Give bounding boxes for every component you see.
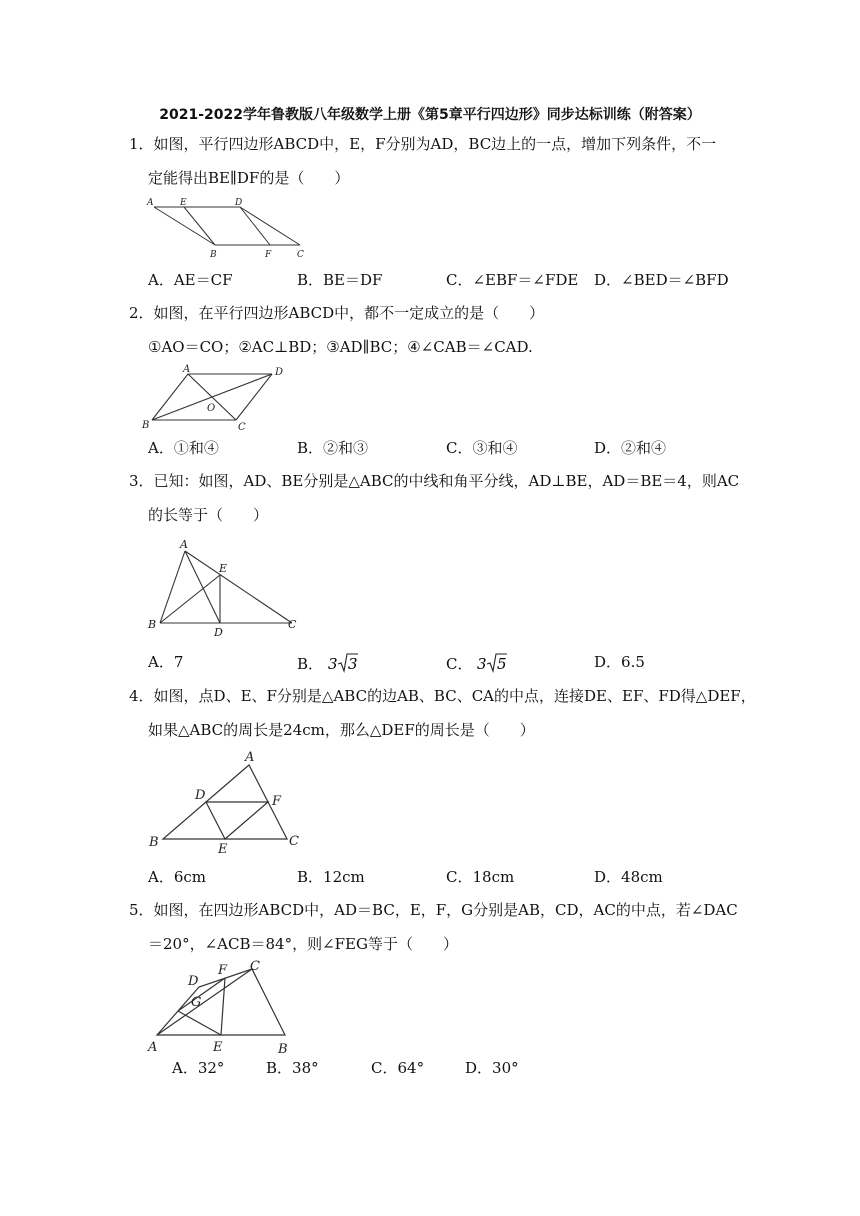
q2-option-c[interactable]: C．③和④ [446, 439, 518, 457]
q3-option-c-label: C． [446, 655, 473, 673]
q1-label-a: A [147, 198, 154, 208]
q5-option-c[interactable]: C．64° [371, 1059, 425, 1077]
q5-label-c: C [250, 959, 260, 974]
q4-option-d[interactable]: D．48cm [594, 868, 663, 886]
q3-option-c-coef: 3 [477, 655, 487, 673]
q2-line-1: 2．如图，在平行四边形ABCD中，都不一定成立的是（ ） [129, 304, 545, 322]
q4-label-c: C [289, 834, 299, 849]
q3-label-d: D [214, 626, 223, 639]
q4-option-b[interactable]: B．12cm [297, 868, 365, 886]
q2-option-b[interactable]: B．②和③ [297, 439, 369, 457]
q4-label-e: E [218, 842, 228, 855]
q5-line-1: 5．如图，在四边形ABCD中，AD＝BC，E，F，G分别是AB，CD，AC的中点，若∠DAC [129, 901, 738, 919]
q2-option-a[interactable]: A．①和④ [148, 439, 219, 457]
q3-label-e: E [219, 562, 228, 575]
q4-figure [145, 745, 310, 855]
q4-line-2: 如果△ABC的周长是24cm，那么△DEF的周长是（ ） [148, 721, 535, 739]
q5-figure [145, 955, 305, 1055]
q1-option-a[interactable]: A．AE＝CF [148, 271, 233, 289]
q4-label-b: B [149, 835, 159, 850]
q2-figure [140, 360, 290, 435]
q5-label-d: D [188, 974, 199, 989]
q4-line-1: 4．如图，点D、E、F分别是△ABC的边AB、BC、CA的中点，连接DE、EF、FD得△DEF， [129, 687, 756, 705]
q2-label-a: A [183, 364, 191, 375]
q5-option-d[interactable]: D．30° [465, 1059, 519, 1077]
q3-option-b-radicand: 3 [347, 655, 358, 673]
q5-line-2: ＝20°，∠ACB＝84°，则∠FEG等于（ ） [148, 935, 458, 953]
q5-label-b: B [278, 1042, 288, 1055]
q3-label-b: B [148, 618, 157, 631]
q4-label-f: F [272, 794, 282, 809]
page-title: 2021-2022学年鲁教版八年级数学上册《第5章平行四边形》同步达标训练（附答案） [159, 107, 701, 123]
q5-option-a[interactable]: A．32° [172, 1059, 225, 1077]
q1-option-b[interactable]: B．BE＝DF [297, 271, 383, 289]
q4-option-a[interactable]: A．6cm [148, 868, 207, 886]
q4-label-d: D [195, 788, 206, 803]
q3-label-c: C [288, 618, 297, 631]
q3-option-d[interactable]: D．6.5 [594, 653, 645, 671]
q3-option-b-coef: 3 [327, 655, 338, 673]
q3-option-c-radical [477, 652, 507, 674]
q5-label-e: E [213, 1040, 223, 1055]
q3-figure [140, 535, 310, 640]
q2-label-d: D [275, 367, 284, 378]
q2-line-2: ①AO＝CO；②AC⊥BD；③AD∥BC；④∠CAB＝∠CAD. [148, 338, 533, 356]
q2-label-b: B [142, 420, 150, 431]
q2-label-c: C [238, 422, 246, 433]
q5-option-b[interactable]: B．38° [266, 1059, 319, 1077]
q5-label-g: G [191, 995, 202, 1010]
q3-option-b[interactable] [297, 652, 358, 674]
q1-line-2: 定能得出BE∥DF的是（ ） [148, 169, 350, 187]
q3-option-b-radical [328, 652, 358, 674]
q1-line-1: 1．如图，平行四边形ABCD中，E，F分别为AD，BC边上的一点，增加下列条件，不一 [129, 135, 717, 153]
q1-label-d: D [235, 198, 243, 208]
q4-option-c[interactable]: C．18cm [446, 868, 515, 886]
q3-option-a[interactable]: A．7 [148, 653, 184, 671]
q1-label-c: C [297, 250, 304, 260]
q1-label-e: E [180, 198, 187, 208]
q5-label-a: A [148, 1040, 158, 1055]
q2-option-d[interactable]: D．②和④ [594, 439, 667, 457]
q3-option-c-radicand: 5 [497, 655, 507, 673]
q3-line-2: 的长等于（ ） [148, 506, 269, 524]
q4-label-a: A [245, 750, 255, 765]
q1-label-b: B [210, 250, 217, 260]
q1-option-c[interactable]: C．∠EBF＝∠FDE [446, 271, 579, 289]
q3-line-1: 3．已知：如图，AD、BE分别是△ABC的中线和角平分线，AD⊥BE，AD＝BE＝4，则AC [129, 472, 740, 490]
q5-label-f: F [218, 963, 228, 978]
q3-label-a: A [180, 538, 188, 551]
q1-figure [140, 193, 320, 265]
q3-option-c[interactable] [446, 652, 507, 674]
q2-label-o: O [207, 403, 216, 414]
q1-option-d[interactable]: D．∠BED＝∠BFD [594, 271, 729, 289]
q1-label-f: F [265, 250, 272, 260]
q3-option-b-label: B． [297, 655, 324, 673]
